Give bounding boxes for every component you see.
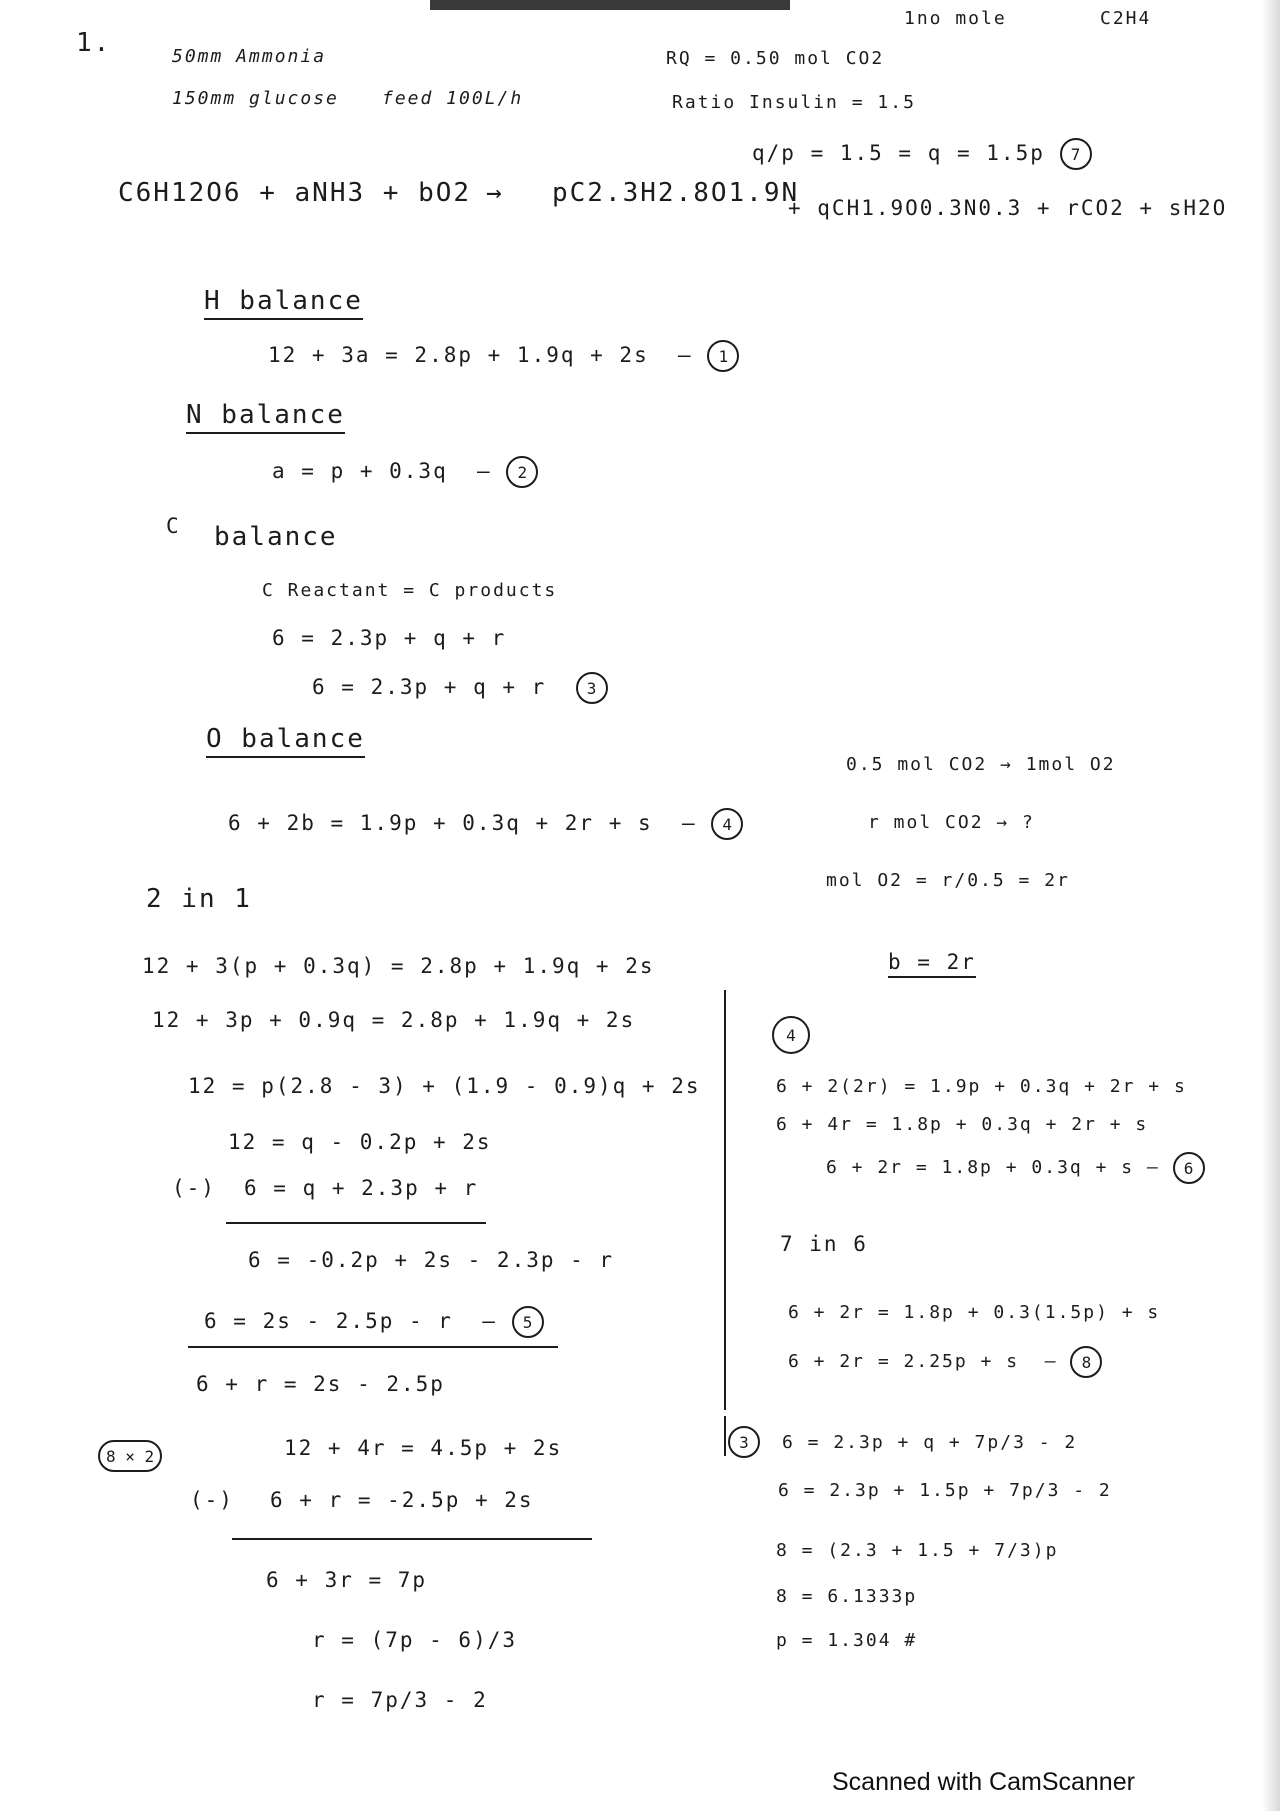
- substitution-title: 2 in 1: [146, 884, 252, 914]
- final-divider: [724, 1416, 726, 1456]
- page-edge-shadow: [1262, 0, 1280, 1811]
- substitution-line-8: 6 + r = 2s - 2.5p: [196, 1372, 445, 1396]
- c-balance-eq2: 6 = 2.3p + q + r 3: [312, 672, 608, 704]
- given-ammonia: 50mm Ammonia: [172, 46, 327, 67]
- side-note-3: mol O2 = r/0.5 = 2r: [826, 870, 1070, 891]
- elim-minus: (-): [190, 1488, 234, 1512]
- right-line-5: 6 + 2r = 2.25p + s — 8: [788, 1346, 1102, 1378]
- substitution-line-3: 12 = p(2.8 - 3) + (1.9 - 0.9)q + 2s: [188, 1074, 701, 1098]
- eq-number-1: 1: [707, 340, 739, 372]
- elim-line-4: r = (7p - 6)/3: [312, 1628, 518, 1652]
- elim-line-2: 6 + r = -2.5p + 2s: [270, 1488, 534, 1512]
- subtraction-rule-1: [226, 1222, 486, 1224]
- right-line-4: 6 + 2r = 1.8p + 0.3(1.5p) + s: [788, 1302, 1161, 1323]
- elim-line-1: 12 + 4r = 4.5p + 2s: [284, 1436, 563, 1460]
- h-balance-title: H balance: [204, 286, 363, 316]
- final-label: [728, 1426, 760, 1458]
- given-feed: feed 100L/h: [382, 88, 524, 109]
- eq-number-3-ref: 3: [728, 1426, 760, 1458]
- eq-number-4: 4: [711, 808, 743, 840]
- scan-top-edge: [430, 0, 790, 10]
- eq-number-6: 6: [1173, 1152, 1205, 1184]
- final-line-2: 6 = 2.3p + 1.5p + 7p/3 - 2: [778, 1480, 1112, 1501]
- substitution-line-1: 12 + 3(p + 0.3q) = 2.8p + 1.9q + 2s: [142, 954, 655, 978]
- eq-number-7: 7: [1060, 138, 1092, 170]
- reaction-lhs: C6H12O6 + aNH3 + bO2: [118, 178, 472, 208]
- reaction-biomass: pC2.3H2.8O1.9N: [552, 178, 800, 208]
- side-note-2: r mol CO2 → ?: [868, 812, 1035, 833]
- problem-number: 1.: [76, 28, 112, 58]
- substitution-line-7: 6 = 2s - 2.5p - r — 5: [204, 1306, 544, 1338]
- elim-line-3: 6 + 3r = 7p: [266, 1568, 428, 1592]
- reaction-arrow: →: [486, 178, 504, 208]
- right-line-1: 6 + 2(2r) = 1.9p + 0.3q + 2r + s: [776, 1076, 1187, 1097]
- right-line-2: 6 + 4r = 1.8p + 0.3q + 2r + s: [776, 1114, 1149, 1135]
- eq-number-4-ref: 4: [772, 1016, 810, 1054]
- c-balance-words: C Reactant = C products: [262, 580, 558, 601]
- substitution-line-2: 12 + 3p + 0.9q = 2.8p + 1.9q + 2s: [152, 1008, 636, 1032]
- final-line-1: 6 = 2.3p + q + 7p/3 - 2: [782, 1432, 1078, 1453]
- substitution-line-5: 6 = q + 2.3p + r: [244, 1176, 479, 1200]
- eq-number-3: 3: [576, 672, 608, 704]
- final-line-4: 8 = 6.1333p: [776, 1586, 918, 1607]
- substitution-line-4: 12 = q - 0.2p + 2s: [228, 1130, 492, 1154]
- given-ratio: Ratio Insulin = 1.5: [672, 92, 916, 113]
- section-rule: [188, 1346, 558, 1348]
- final-line-3: 8 = (2.3 + 1.5 + 7/3)p: [776, 1540, 1059, 1561]
- given-glucose: 150mm glucose: [172, 88, 339, 109]
- c-balance-eq1: 6 = 2.3p + q + r: [272, 626, 507, 650]
- side-note-4: b = 2r: [888, 950, 976, 974]
- right-title: [772, 1016, 810, 1054]
- right-sub-title: 7 in 6: [780, 1232, 868, 1256]
- o-balance-title: O balance: [206, 724, 365, 754]
- reaction-products: + qCH1.9O0.3N0.3 + rCO2 + sH2O: [788, 196, 1228, 220]
- h-balance-eq: 12 + 3a = 2.8p + 1.9q + 2s — 1: [268, 340, 739, 372]
- o-balance-eq: 6 + 2b = 1.9p + 0.3q + 2r + s — 4: [228, 808, 743, 840]
- scanner-watermark: Scanned with CamScanner: [832, 1768, 1135, 1796]
- header-mole: 1no mole: [904, 8, 1007, 29]
- eq-number-2: 2: [506, 456, 538, 488]
- header-species: C2H4: [1100, 8, 1152, 29]
- eq-number-8: 8: [1070, 1346, 1102, 1378]
- n-balance-eq: a = p + 0.3q — 2: [272, 456, 538, 488]
- side-note-1: 0.5 mol CO2 → 1mol O2: [846, 754, 1116, 775]
- elim-line-5: r = 7p/3 - 2: [312, 1688, 488, 1712]
- final-line-5: p = 1.304 #: [776, 1630, 918, 1651]
- ratio-equation: q/p = 1.5 = q = 1.5p 7: [752, 138, 1092, 170]
- subtraction-rule-2: [232, 1538, 592, 1540]
- elim-label: 8 × 2: [98, 1440, 162, 1472]
- c-balance-title: balance: [214, 522, 338, 552]
- substitution-line-6: 6 = -0.2p + 2s - 2.3p - r: [248, 1248, 615, 1272]
- c-label: C: [166, 514, 181, 538]
- given-rq: RQ = 0.50 mol CO2: [666, 48, 885, 69]
- right-line-3: 6 + 2r = 1.8p + 0.3q + s — 6: [826, 1152, 1205, 1184]
- column-divider: [724, 990, 726, 1410]
- substitution-minus: (-): [172, 1176, 216, 1200]
- eq-number-5: 5: [512, 1306, 544, 1338]
- n-balance-title: N balance: [186, 400, 345, 430]
